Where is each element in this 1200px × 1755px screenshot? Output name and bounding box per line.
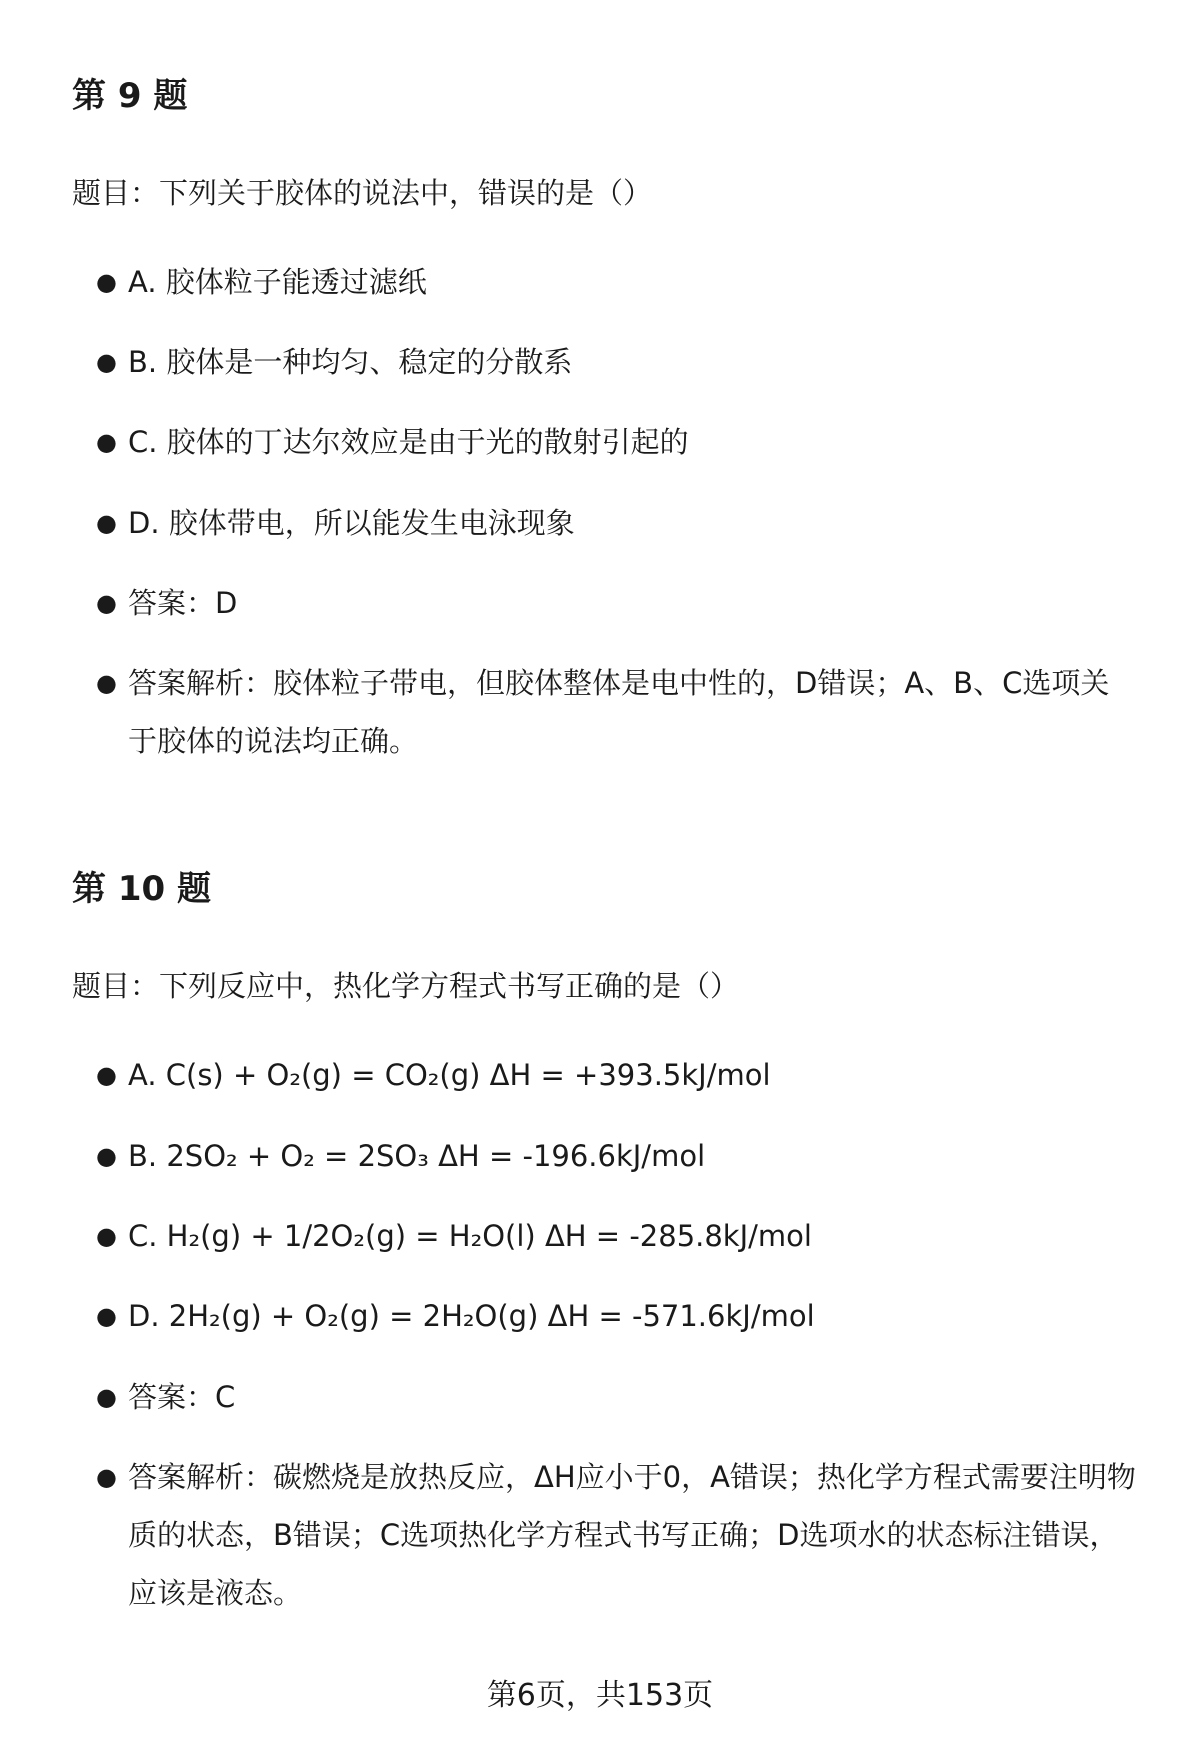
option-text: C. H₂(g) + 1/2O₂(g) = H₂O(l) ΔH = -285.8kJ/mol [128,1219,812,1253]
bullet-icon: ● [96,1142,117,1170]
bullet-icon: ● [96,1061,117,1089]
question-10-explanation [96,1448,1136,1622]
option-text: A. C(s) + O₂(g) = CO₂(g) ΔH = +393.5kJ/mol [128,1058,771,1092]
option-text: B. 胶体是一种均匀、稳定的分散系 [128,345,573,379]
question-10-option-d [96,1287,1136,1345]
bullet-icon: ● [96,348,117,376]
question-10-answer [96,1368,1136,1426]
question-10-stem: 题目：下列反应中，热化学方程式书写正确的是（） [72,969,740,1003]
option-text: C. 胶体的丁达尔效应是由于光的散射引起的 [128,425,689,459]
bullet-icon: ● [96,669,117,697]
bullet-icon: ● [96,1383,117,1411]
question-10-option-a [96,1046,1136,1104]
option-text: D. 2H₂(g) + O₂(g) = 2H₂O(g) ΔH = -571.6kJ/mol [128,1299,815,1333]
bullet-icon: ● [96,1302,117,1330]
bullet-icon: ● [96,428,117,456]
option-text: A. 胶体粒子能透过滤纸 [128,265,427,299]
question-10-title: 第 10 题 [72,869,211,909]
explanation-text: 答案解析：碳燃烧是放热反应，ΔH应小于0，A错误；热化学方程式需要注明物质的状态，B错误；C选项热化学方程式书写正确；D选项水的状态标注错误，应该是液态。 [128,1460,1136,1610]
question-9-stem: 题目：下列关于胶体的说法中，错误的是（） [72,176,653,210]
question-9-option-c [96,413,1136,471]
option-text: D. 胶体带电，所以能发生电泳现象 [128,506,575,540]
bullet-icon: ● [96,268,117,296]
bullet-icon: ● [96,1463,117,1491]
explanation-text: 答案解析：胶体粒子带电，但胶体整体是电中性的，D错误；A、B、C选项关于胶体的说法均正确。 [128,666,1110,758]
question-10-option-c [96,1207,1136,1265]
bullet-icon: ● [96,1222,117,1250]
question-10-option-b [96,1127,1136,1185]
question-9-explanation [96,654,1136,770]
question-9-option-b [96,333,1136,391]
answer-text: 答案：C [128,1380,236,1414]
bullet-icon: ● [96,509,117,537]
answer-text: 答案：D [128,586,238,620]
option-text: B. 2SO₂ + O₂ = 2SO₃ ΔH = -196.6kJ/mol [128,1139,706,1173]
page-number: 第6页，共153页 [486,1678,714,1713]
question-9-option-a [96,253,1136,311]
question-9-title: 第 9 题 [72,76,188,116]
bullet-icon: ● [96,589,117,617]
question-9-answer [96,574,1136,632]
question-9-option-d [96,494,1136,552]
